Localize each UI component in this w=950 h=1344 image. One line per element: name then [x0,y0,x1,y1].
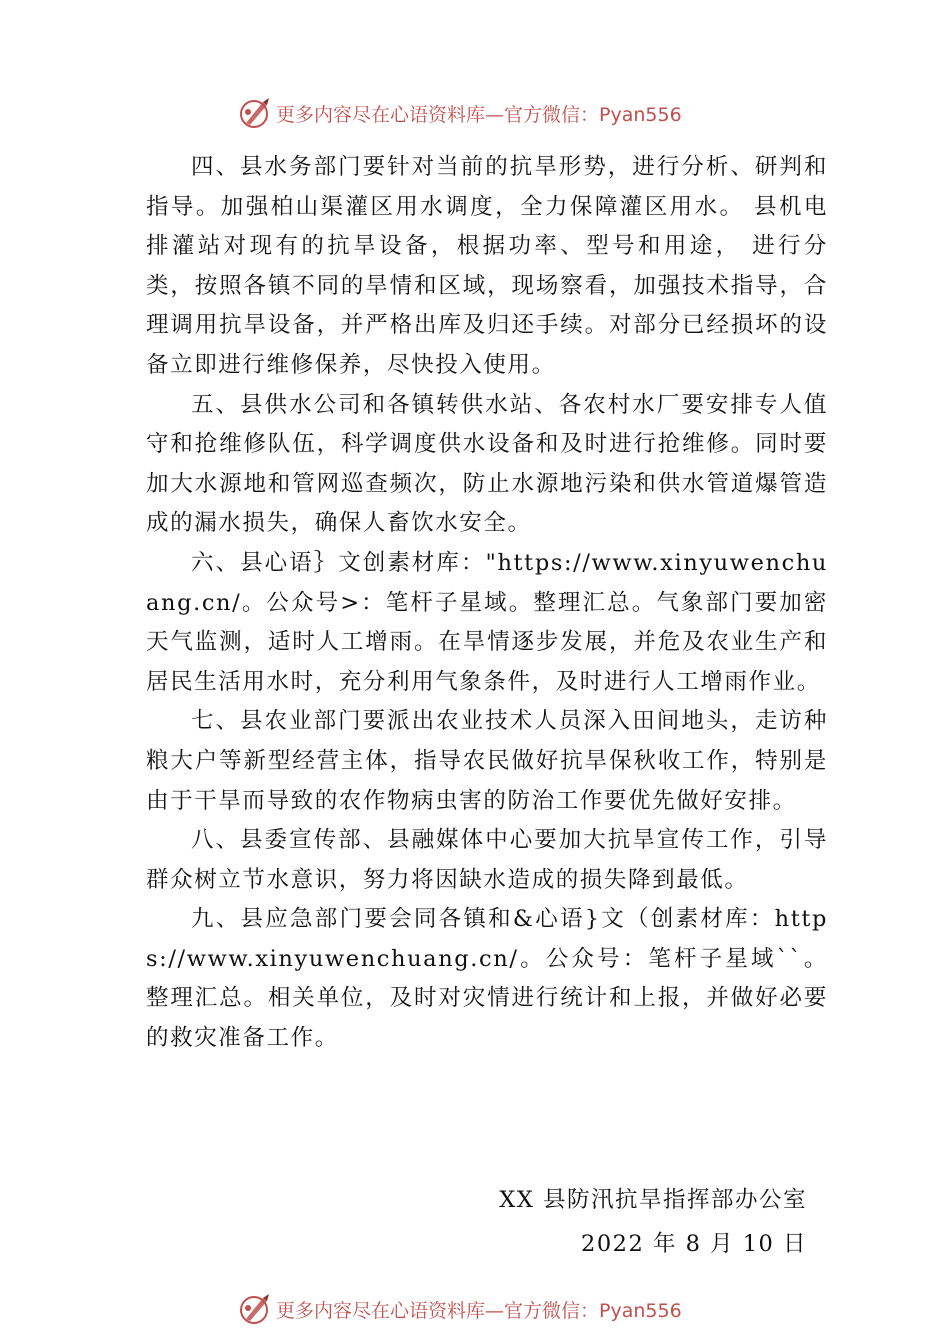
header-banner [238,96,738,130]
quill-pen-logo-icon [238,1292,272,1326]
paragraph-7: 七、县农业部门要派出农业技术人员深入田间地头，走访种粮大户等新型经营主体，指导农民做好抗旱保秋收工作，特别是由于干旱而导致的农作物病虫害的防治工作要优先做好安排。 [146,708,828,814]
paragraph-9: 九、县应急部门要会同各镇和&心语}文（创素材库：https://www.xinyuwenchuang.cn/。公众号：笔杆子星域``。整理汇总。相关单位，及时对灾情进行统计和上报，并做好必要的救灾准备工作。 [146,906,828,1052]
signature-date: 2022 年 8 月 10 日 [581,1231,807,1257]
banner-slogan: 更多内容尽在心语资料库—官方微信： [276,103,600,126]
banner-wechat-id: Pyan556 [599,103,682,126]
footer-banner [238,1292,738,1326]
paragraph-6: 六、县心语｝文创素材库："https://www.xinyuwenchuang.cn/。公众号>：笔杆子星域。整理汇总。气象部门要加密天气监测，适时人工增雨。在旱情逐步发展，并危及农业生产和居民生活用水时，充分利用气象条件，及时进行人工增雨作业。 [146,549,828,695]
footer-banner-text [276,1296,682,1323]
paragraph-5: 五、县供水公司和各镇转供水站、各农村水厂要安排专人值守和抢维修队伍，科学调度供水设备和及时进行抢维修。同时要加大水源地和管网巡查频次，防止水源地污染和供水管道爆管造成的漏水损失，确保人畜饮水安全。 [146,391,828,537]
paragraph-8: 八、县委宣传部、县融媒体中心要加大抗旱宣传工作，引导群众树立节水意识，努力将因缺水造成的损失降到最低。 [146,827,828,893]
footer-banner-wechat-id: Pyan556 [599,1299,682,1322]
banner-text [276,100,682,127]
signature-office: XX 县防汛抗旱指挥部办公室 [499,1187,807,1213]
signature-block [499,1178,807,1266]
footer-banner-slogan: 更多内容尽在心语资料库—官方微信： [276,1299,600,1322]
document-body [146,148,828,1059]
quill-pen-logo-icon [238,96,272,130]
paragraph-4: 四、县水务部门要针对当前的抗旱形势，进行分析、研判和指导。加强柏山渠灌区用水调度，全力保障灌区用水。 县机电排灌站对现有的抗旱设备，根据功率、型号和用途， 进行分类，按照各镇不同的旱情和区域，现场察看，加强技术指导，合理调用抗旱设备，并严格出库及归还手续。对部分已经损坏的设备立即进行维修保养，尽快投入使用。 [146,154,828,378]
